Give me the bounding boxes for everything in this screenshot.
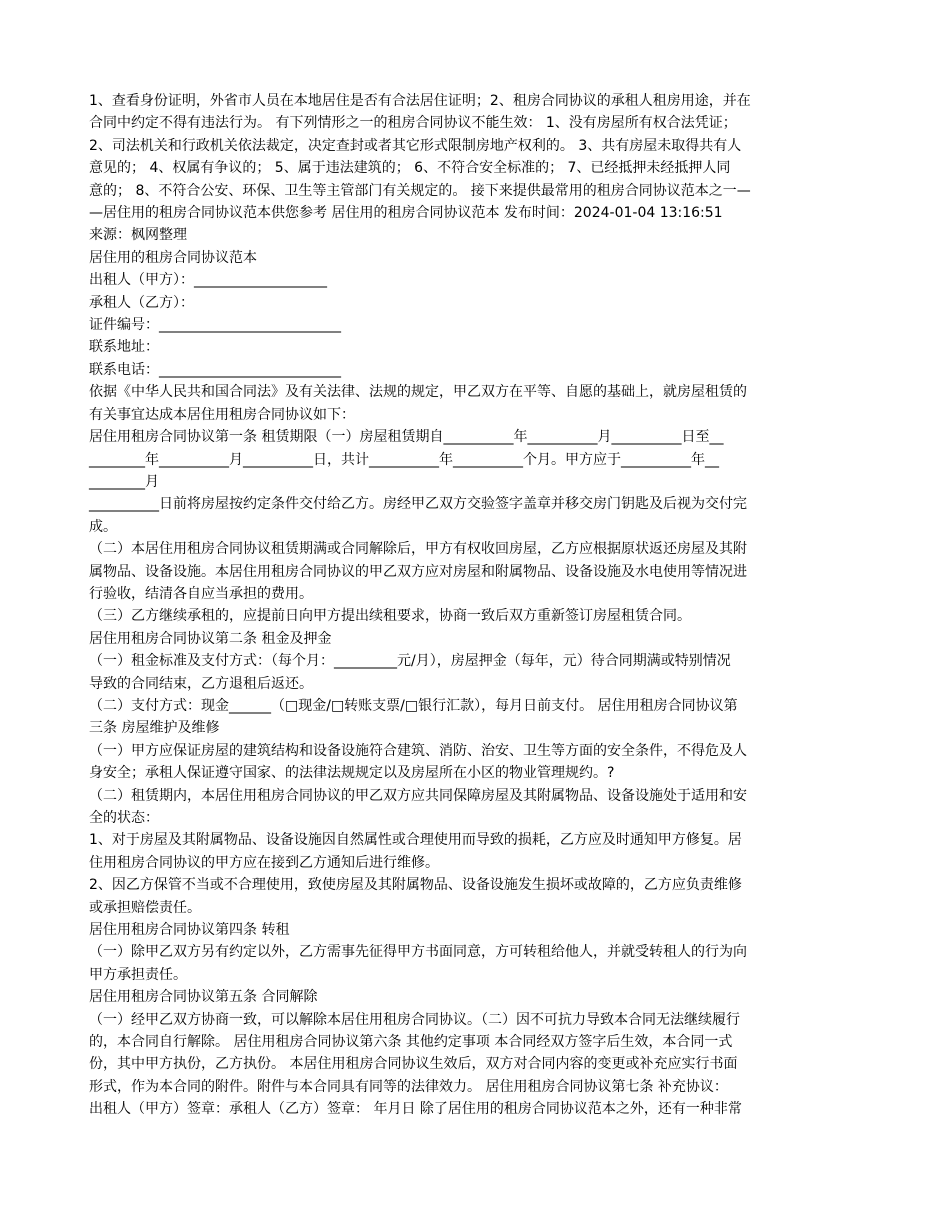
document-line: 形式，作为本合同的附件。附件与本合同具有同等的法律效力。 居住用租房合同协议第七条 补充协议： [89,1078,728,1095]
document-line: 意的； 8、不符合公安、环保、卫生等主管部门有关规定的。 接下来提供最常用的租房合同协议范本之一— [89,182,751,199]
document-line: 来源：枫网整理 [89,227,187,244]
document-line: 行验收，结清各自应当承担的费用。 [89,585,313,602]
document-line: 2、司法机关和行政机关依法裁定，决定查封或者其它形式限制房地产权利的。 3、共有房屋未取得共有人 [89,137,742,154]
document-line: （三）乙方继续承租的，应提前日向甲方提出续租要求，协商一致后双方重新签订房屋租赁合同。 [89,608,691,625]
document-line: 成。 [89,518,117,535]
document-line: 联系电话：__________________________ [89,361,341,378]
document-line: （一）租金标准及支付方式：（每个月：_________元/月），房屋押金（每年，元）待合同期满或特别情况 [89,653,731,670]
document-line: （二）租赁期内，本居住用租房合同协议的甲乙双方应共同保障房屋及其附属物品、设备设施处于适用和安 [89,787,747,804]
document-line: 全的状态： [89,810,159,826]
document-line: 或承担赔偿责任。 [89,899,201,916]
document-line: 身安全；承租人保证遵守国家、的法律法规规定以及房屋所在小区的物业管理规约。? [89,765,615,782]
document-line: （二）本居住用租房合同协议租赁期满或合同解除后，甲方有权收回房屋，乙方应根据原状返还房屋及其附 [89,541,747,558]
document-line: ________年__________月__________日，共计__________年__________个月。甲方应于__________年__ [89,451,719,468]
document-line: 有关事宜达成本居住用租房合同协议如下： [89,406,355,423]
document-line: 1、查看身份证明，外省市人员在本地居住是否有合法居住证明；2、租房合同协议的承租人租房用途，并在 [89,93,751,109]
document-line: 合同中约定不得有违法行为。 有下列情形之一的租房合同协议不能生效： 1、没有房屋所有权合法凭证； [89,115,737,132]
document-line: 居住用租房合同协议第五条 合同解除 [89,989,318,1006]
document-line: 份，其中甲方执份，乙方执份。 本居住用租房合同协议生效后，双方对合同内容的变更或补充应实行书面 [89,1056,738,1073]
document-line: 1、对于房屋及其附属物品、设备设施因自然属性或合理使用而导致的损耗，乙方应及时通知甲方修复。居 [89,832,742,849]
document-line: 属物品、设备设施。本居住用租房合同协议的甲乙双方应对房屋和附属物品、设备设施及水电使用等情况进 [89,563,747,580]
document-line: —居住用的租房合同协议范本供您参考 居住用的租房合同协议范本 发布时间：2024-01-04 13:16:51 [89,205,723,222]
document-line: 三条 房屋维护及维修 [89,720,220,737]
document-body [89,90,864,1121]
document-line: 居住用租房合同协议第二条 租金及押金 [89,630,332,647]
document-line: （一）甲方应保证房屋的建筑结构和设备设施符合建筑、消防、治安、卫生等方面的安全条件，不得危及人 [89,742,747,759]
document-line: 甲方承担责任。 [89,966,187,983]
document-line: 居住用租房合同协议第四条 转租 [89,922,290,939]
document-line: 联系地址： [89,339,159,356]
document-line: 居住用租房合同协议第一条 租赁期限（一）房屋租赁期自__________年__________月__________日至__ [89,429,724,446]
document-line: 承租人（乙方）： [89,294,194,311]
document-line: （二）支付方式：现金______（□现金/□转账支票/□银行汇款），每月日前支付。 居住用租房合同协议第 [89,697,738,714]
document-line: 的，本合同自行解除。 居住用租房合同协议第六条 其他约定事项 本合同经双方签字后生效，本合同一式 [89,1034,733,1051]
document-line: ________月 [89,473,159,490]
document-line: （一）经甲乙双方协商一致，可以解除本居住用租房合同协议。（二）因不可抗力导致本合同无法继续履行 [89,1011,740,1028]
document-line: （一）除甲乙双方另有约定以外，乙方需事先征得甲方书面同意，方可转租给他人，并就受转租人的行为向 [89,944,747,961]
document-line: 出租人（甲方）：___________________ [89,272,327,289]
document-line: 居住用的租房合同协议范本 [89,249,257,266]
document-line: __________日前将房屋按约定条件交付给乙方。房经甲乙双方交验签字盖章并移交房门钥匙及后视为交付完 [89,496,747,513]
document-line: 依据《中华人民共和国合同法》及有关法律、法规的规定，甲乙双方在平等、自愿的基础上，就房屋租赁的 [89,384,747,401]
document-line: 住用租房合同协议的甲方应在接到乙方通知后进行维修。 [89,854,439,871]
document-line: 证件编号：__________________________ [89,317,341,334]
document-line: 意见的； 4、权属有争议的； 5、属于违法建筑的； 6、不符合安全标准的； 7、已经抵押未经抵押人同 [89,160,731,177]
document-line: 出租人（甲方）签章：承租人（乙方）签章： 年月日 除了居住用的租房合同协议范本之外，还有一种非常 [89,1101,742,1118]
document-line: 导致的合同结束，乙方退租后返还。 [89,675,313,692]
document-line: 2、因乙方保管不当或不合理使用，致使房屋及其附属物品、设备设施发生损坏或故障的，乙方应负责维修 [89,877,742,894]
